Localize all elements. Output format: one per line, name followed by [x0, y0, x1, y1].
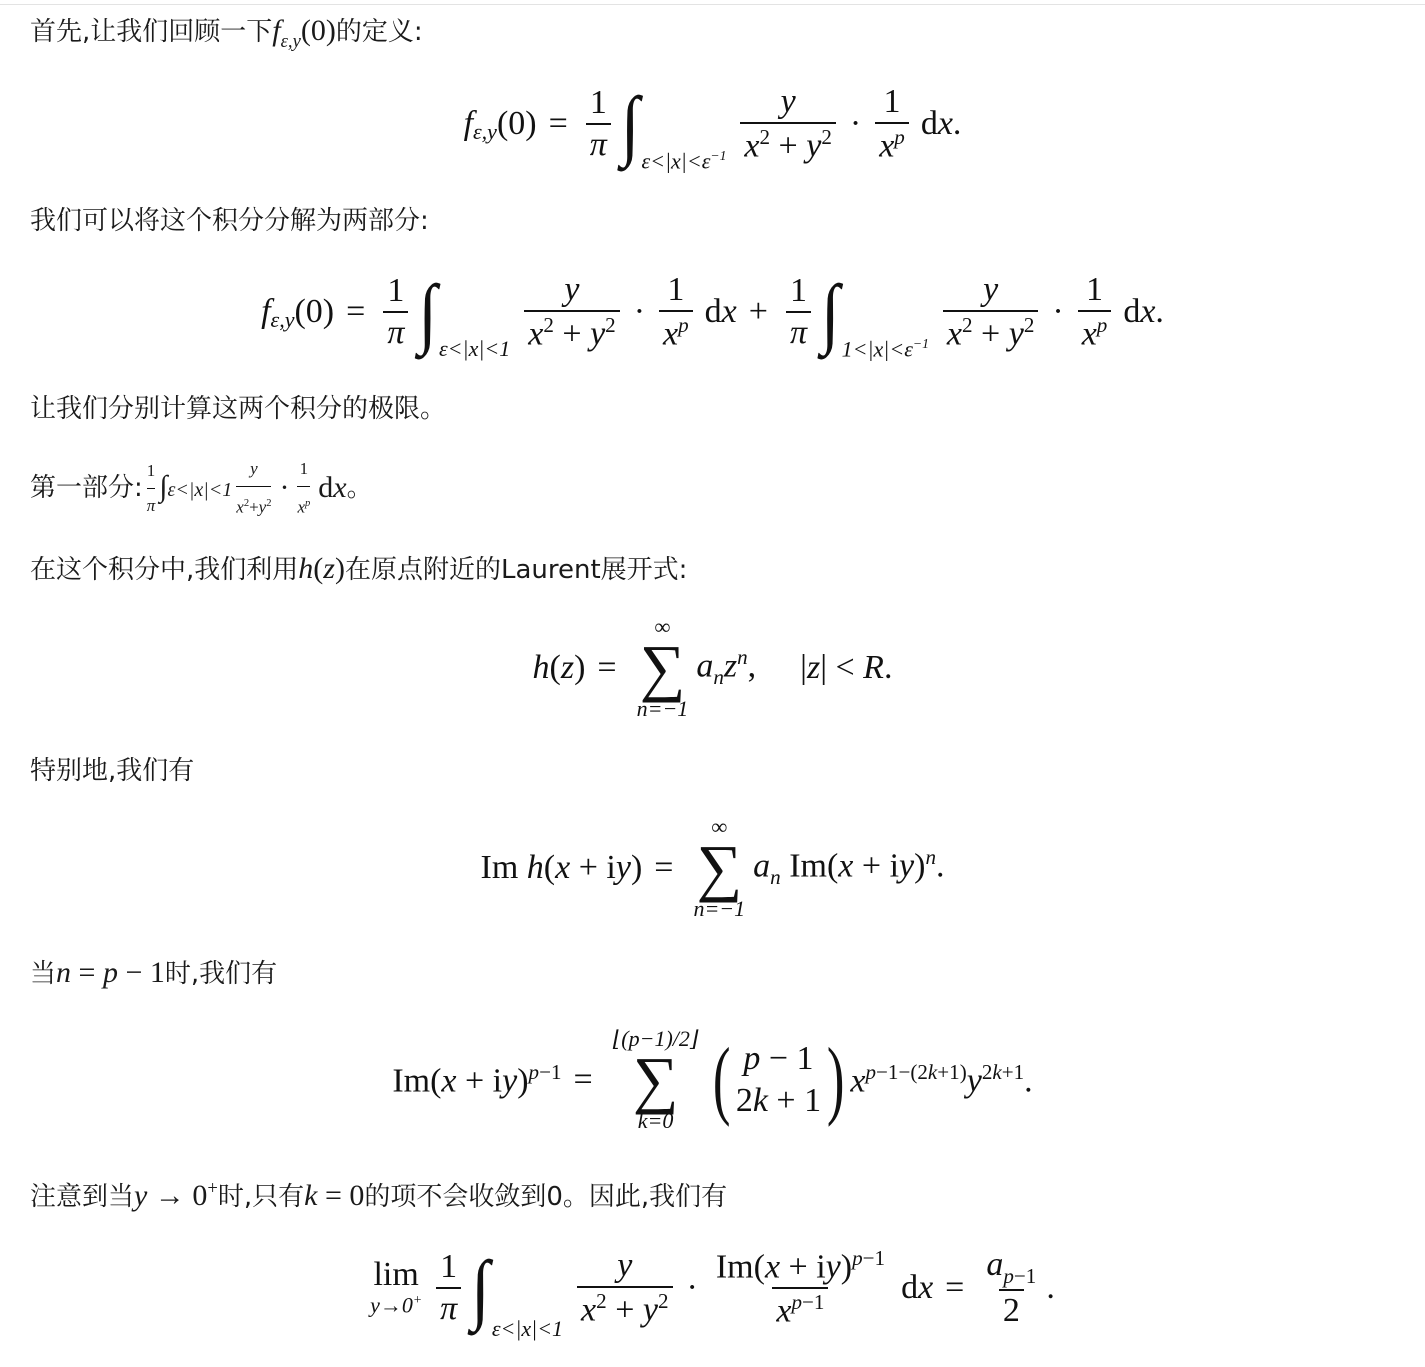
paragraph-5-prefix: 在这个积分中,我们利用: [30, 555, 299, 585]
paragraph-7-prefix: 当: [30, 959, 57, 989]
inline-math-k-eq-0: k = 0: [304, 1179, 365, 1212]
equation-split: f $_{\varepsilon,y}$ (0) = $\frac{1}{\pi}$ ∫ ε<|x|<1 $\frac{y}{x^2 + y^2}$ · $\frac{1}{x^p}$ dx + $\frac{1}{\pi}$ ∫ $1<|x|<\varepsilon^{-1}$ $\frac{y}{x^2 + y^2}$ · $\frac{1}{x^p}$ dx.: [261, 268, 1164, 361]
inline-frac-y: $\frac{y}{x^2+y^2}$: [236, 452, 271, 525]
paragraph-5-suffix: 在原点附近的Laurent展开式:: [344, 555, 688, 585]
inline-math-f-eps-y-0: $f_{\varepsilon,y}(0)$: [272, 14, 336, 52]
paragraph-4-suffix: 。: [346, 473, 373, 503]
paragraph-4-prefix: 第一部分:: [30, 473, 143, 503]
paragraph-6: 特别地,我们有: [30, 756, 195, 786]
equation-laurent: h(z) = ∞ ∑ n=−1 $a_nz^n$, |z| < R.: [532, 614, 893, 721]
equation-definition: f $_{\varepsilon,y}$ (0) = $\frac{1}{\pi}$ ∫ $\varepsilon<|x|<\varepsilon^{-1}$ $\frac{y}{x^2 + y^2}$ · $\frac{1}{x^p}$ dx.: [463, 80, 962, 173]
inline-math-h-z: h(z): [298, 552, 345, 585]
paragraph-8-prefix: 注意到当: [30, 1182, 135, 1212]
equation-imaginary-part: Im h(x + iy) = ∞ ∑ n=−1 $a_n$ Im(x + iy)$^n$.: [480, 814, 945, 921]
paragraph-4: 第一部分: $\frac{1}{\pi}$ ∫ε<|x|<1 $\frac{y}{x^2+y^2}$ · $\frac{1}{x^p}$ dx 。: [30, 462, 373, 514]
paragraph-7-suffix: 时,我们有: [164, 959, 278, 989]
paragraph-5: [30, 552, 687, 587]
equation-limit: lim y→0+ $\frac{1}{\pi}$ ∫ ε<|x|<1 $\frac{y}{x^2 + y^2}$ · $\frac{Im(x + iy)^{p-1}}{x^{p-1}}$ dx = $\frac{a_{p-1}}{2}$ .: [370, 1244, 1055, 1341]
paragraph-1: [30, 14, 423, 59]
paragraph-8: [30, 1172, 727, 1214]
paragraph-7: [30, 956, 277, 991]
inline-frac-xp: $\frac{1}{x^p}$: [297, 452, 310, 525]
paragraph-1-suffix: 的定义:: [335, 17, 423, 47]
inline-math-y-to-0: y → 0+: [134, 1178, 218, 1212]
inline-frac-1-pi: $\frac{1}{\pi}$: [147, 454, 156, 523]
inline-math-n-eq-p-minus-1: n = p − 1: [56, 956, 165, 989]
equation-binomial-sum: Im(x + iy)$^{p-1}$ = ⌊(p−1)/2⌋ ∑ k=0 ( p − 1 2k + 1 ) $x^{p-1-(2k+1)}y^{2k+1}$.: [392, 1026, 1033, 1133]
inline-integral: ∫ε<|x|<1: [159, 469, 233, 503]
paragraph-1-prefix: 首先,让我们回顾一下: [30, 17, 273, 47]
paragraph-2: 我们可以将这个积分分解为两部分:: [30, 206, 429, 236]
paragraph-8-mid1: 时,只有: [217, 1182, 305, 1212]
paragraph-8-mid2: 的项不会收敛到0。因此,我们有: [364, 1182, 728, 1212]
top-divider: [0, 4, 1425, 5]
paragraph-3: 让我们分别计算这两个积分的极限。: [30, 394, 447, 424]
